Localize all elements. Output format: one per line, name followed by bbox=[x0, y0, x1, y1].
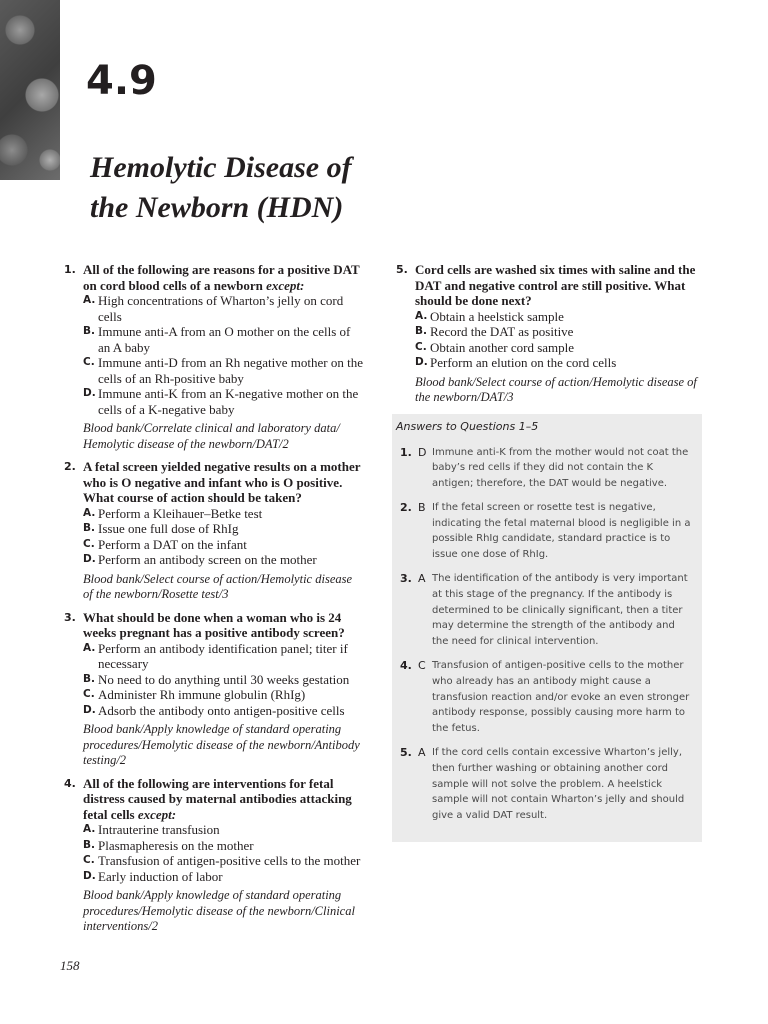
answer-item: 2. B If the fetal screen or rosette test is negative, indicating the fetal maternal blood is negligible in a possible RhIg candidate, standard practice is to issue one dose of RhIg. bbox=[400, 500, 691, 561]
answer-item: 4. C Transfusion of antigen-positive cells to the mother who already has an antibody might cause a transfusion reaction and/or evoke an even stronger antibody response, possibly causing more harm to the fetus. bbox=[400, 659, 690, 735]
option-a: A. Intrauterine transfusion bbox=[83, 822, 220, 837]
page-number: 158 bbox=[60, 958, 80, 973]
left-column bbox=[64, 262, 364, 942]
question-stem: What should be done when a woman who is 24 weeks pregnant has a positive antibody screen? bbox=[83, 609, 345, 640]
option-b: B. Plasmapheresis on the mother bbox=[83, 837, 254, 853]
right-column bbox=[396, 262, 702, 842]
question-number: 3. bbox=[64, 610, 76, 624]
option-c: C. Obtain another cord sample bbox=[415, 339, 575, 355]
question-1 bbox=[64, 262, 364, 452]
option-c: C. Transfusion of antigen-positive cells to the mother bbox=[83, 853, 361, 868]
chapter-number: 4.9 bbox=[86, 58, 157, 104]
question-2 bbox=[64, 459, 364, 603]
option-d: D. Immune anti-K from an K-negative mother on the cells of a K-negative baby bbox=[83, 386, 359, 417]
chapter-title-line1: Hemolytic Disease of bbox=[90, 151, 352, 184]
option-d: D. Perform an antibody screen on the mother bbox=[83, 552, 317, 567]
question-category: Blood bank/Correlate clinical and laboratory data/ Hemolytic disease of the newborn/DAT/2 bbox=[83, 421, 340, 451]
question-stem: All of the following are reasons for a positive DAT on cord blood cells of a newborn except: bbox=[83, 262, 360, 293]
question-stem: Cord cells are washed six times with saline and the DAT and negative control are still positive. What should be done next? bbox=[415, 262, 696, 308]
chapter-title-line2: the Newborn (HDN) bbox=[90, 191, 344, 224]
chapter-title bbox=[90, 148, 352, 228]
option-b: B. Record the DAT as positive bbox=[415, 324, 574, 339]
option-d: D. Perform an elution on the cord cells bbox=[415, 355, 617, 370]
option-b: B. No need to do anything until 30 weeks gestation bbox=[83, 671, 350, 687]
question-category: Blood bank/Select course of action/Hemolytic disease of the newborn/Rosette test/3 bbox=[83, 571, 353, 601]
question-number: 2. bbox=[64, 460, 76, 473]
option-c: C. Immune anti-D from an Rh negative mother on the cells of an Rh-positive baby bbox=[83, 355, 363, 386]
answers-box bbox=[392, 414, 702, 843]
option-a: A. Obtain a heelstick sample bbox=[415, 308, 564, 324]
option-a: A. High concentrations of Wharton’s jelly on cord cells bbox=[83, 293, 344, 324]
option-c: C. Perform a DAT on the infant bbox=[83, 536, 247, 552]
question-stem: A fetal screen yielded negative results on a mother who is O negative and infant who is O positive. What course of action should be taken? bbox=[83, 459, 361, 505]
question-category: Blood bank/Apply knowledge of standard operating procedures/Hemolytic disease of the newborn/Antibody testing/2 bbox=[83, 722, 360, 767]
option-b: B. Issue one full dose of RhIg bbox=[83, 521, 239, 536]
option-c: C. Administer Rh immune globulin (RhIg) bbox=[83, 687, 306, 702]
question-category: Blood bank/Apply knowledge of standard operating procedures/Hemolytic disease of the newborn/Clinical interventions/2 bbox=[83, 888, 355, 933]
option-d: D. Early induction of labor bbox=[83, 868, 223, 884]
question-3 bbox=[64, 610, 364, 769]
option-a: A. Perform an antibody identification panel; titer if necessary bbox=[83, 640, 348, 671]
answer-item: 5. A If the cord cells contain excessive Wharton’s jelly, then further washing or obtaining another cord sample will not solve the problem. A heelstick sample will not contain Wharton’s jelly and should give a valid DAT result. bbox=[400, 746, 685, 822]
option-a: A. Perform a Kleihauer–Betke test bbox=[83, 505, 263, 521]
chapter-decorative-image bbox=[0, 0, 60, 180]
option-d: D. Adsorb the antibody onto antigen-positive cells bbox=[83, 702, 345, 718]
question-category: Blood bank/Select course of action/Hemolytic disease of the newborn/DAT/3 bbox=[415, 374, 697, 404]
question-number: 5. bbox=[396, 263, 408, 276]
question-5 bbox=[396, 262, 702, 406]
question-number: 1. bbox=[64, 263, 76, 276]
question-stem: All of the following are interventions for fetal distress caused by maternal antibodies attacking fetal cells except: bbox=[83, 775, 352, 822]
answers-title: Answers to Questions 1–5 bbox=[396, 419, 539, 433]
question-4 bbox=[64, 776, 364, 935]
option-b: B. Immune anti-A from an O mother on the cells of an A baby bbox=[83, 324, 351, 355]
question-number: 4. bbox=[64, 776, 76, 790]
answer-item: 1. D Immune anti-K from the mother would not coat the baby’s red cells if they did not contain the K antigen; therefore, the DAT would be negative. bbox=[400, 445, 689, 490]
answer-item: 3. A The identification of the antibody is very important at this stage of the pregnancy. If the antibody is determined to be clinically significant, then a titer may determine the strength of the antibody and the need for clinical intervention. bbox=[400, 572, 688, 648]
